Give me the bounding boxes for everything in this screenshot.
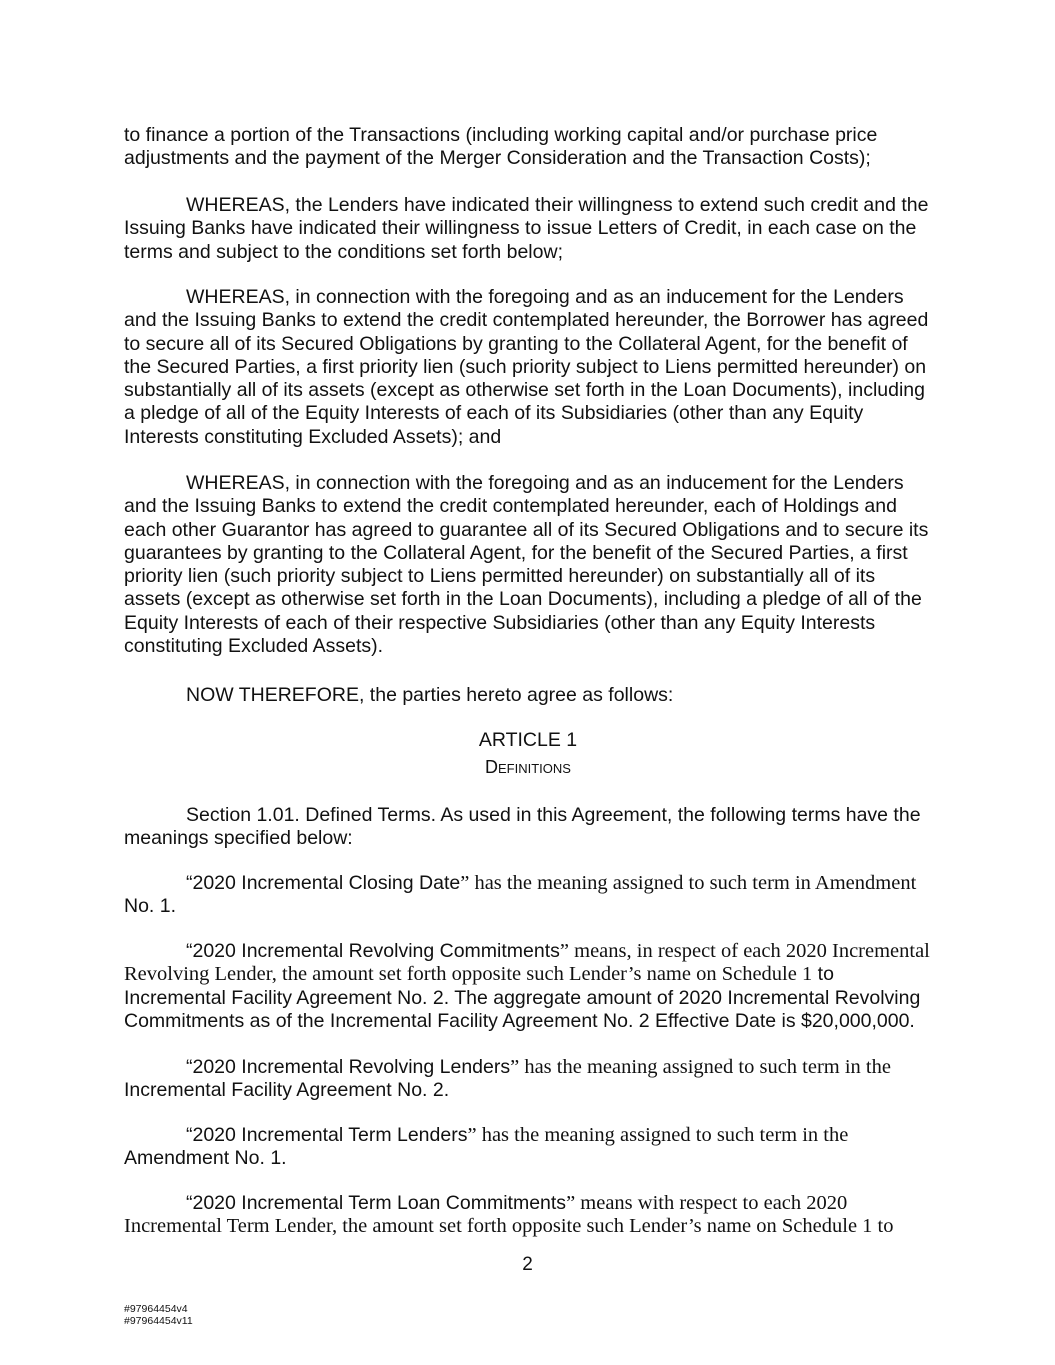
section-defined-terms: Section 1.01. Defined Terms. As used in this Agreement, the following terms have the meanings specified below:	[124, 804, 921, 850]
definition-revolving-commitments	[124, 940, 932, 1033]
definition-body-continued: Incremental Facility Agreement No. 2.	[124, 1079, 450, 1102]
article-subtitle: Definitions	[485, 757, 571, 777]
article-title: ARTICLE 1	[478, 729, 578, 751]
paragraph-now-therefore: NOW THEREFORE, the parties hereto agree as follows:	[186, 684, 674, 706]
paragraph-whereas-guarantor: WHEREAS, in connection with the foregoing and as an inducement for the Lenders and the Issuing Banks to extend the credit contemplated hereunder, each of Holdings and each other Guarantor has agreed to guarantee all of its Secured Obligations and to secure its guarantees by granting to the Collateral Agent, for the benefit of the Secured Parties, a first priority lien (such priority subject to Liens permitted hereunder) on substantially all of its assets (except as otherwise set forth in the Loan Documents), including a pledge of all of the Equity Interests of each of their respective Subsidiaries (other than any Equity Interests constituting Excluded Assets).	[124, 472, 929, 658]
definition-body: ” has the meaning assigned to such term in the	[467, 1124, 849, 1146]
definition-body: ” has the meaning assigned to such term in the	[510, 1056, 891, 1078]
paragraph-whereas-lenders: WHEREAS, the Lenders have indicated their willingness to extend such credit and the Issuing Banks have indicated their willingness to issue Letters of Credit, in each case on the terms and subject to the conditions set forth below;	[124, 194, 929, 263]
definition-term: “2020 Incremental Revolving Lenders	[186, 1056, 511, 1078]
paragraph-transactions: to finance a portion of the Transactions (including working capital and/or purchase price adjustments and the payment of the Merger Consideration and the Transaction Costs);	[124, 124, 878, 170]
definition-term-loan-commitments	[124, 1192, 932, 1239]
definition-body-continued: Amendment No. 1.	[124, 1147, 287, 1170]
definition-body: ” has the meaning assigned to such term in Amendment	[460, 872, 917, 894]
definition-revolving-lenders	[124, 1056, 932, 1103]
definition-term-lenders	[124, 1124, 932, 1171]
definition-term: “2020 Incremental Closing Date	[186, 872, 461, 894]
paragraph-whereas-borrower: WHEREAS, in connection with the foregoing and as an inducement for the Lenders and the Issuing Banks to extend the credit contemplated hereunder, the Borrower has agreed to secure all of its Secured Obligations by granting to the Collateral Agent, for the benefit of the Secured Parties, a first priority lien (such priority subject to Liens permitted hereunder) on substantially all of its assets (except as otherwise set forth in the Loan Documents), including a pledge of all of the Equity Interests of each of its Subsidiaries (other than any Equity Interests constituting Excluded Assets); and	[124, 286, 929, 448]
definition-body: ” means with respect to each 2020 Incremental Term Lender, the amount set forth opposite such Lender’s name on Schedule 1 to	[124, 1192, 894, 1238]
definition-term: “2020 Incremental Revolving Commitments	[186, 940, 560, 962]
definition-body: ” means, in respect of each 2020 Incremental Revolving Lender, the amount set forth opposite such Lender’s name on Schedule 1	[124, 940, 930, 986]
definition-body-continued: No. 1.	[124, 895, 177, 918]
document-id-primary: #97964454v4	[124, 1303, 188, 1315]
definition-term: “2020 Incremental Term Lenders	[186, 1124, 468, 1146]
definition-closing-date	[124, 872, 932, 919]
definition-term: “2020 Incremental Term Loan Commitments	[186, 1192, 567, 1214]
definition-body-continued: to Incremental Facility Agreement No. 2. The aggregate amount of 2020 Incremental Revolving Commitments as of the Incremental Facility Agreement No. 2 Effective Date is $20,000,000.	[124, 963, 921, 1032]
page-number: 2	[522, 1254, 533, 1275]
document-id-secondary: #97964454v11	[124, 1315, 193, 1327]
